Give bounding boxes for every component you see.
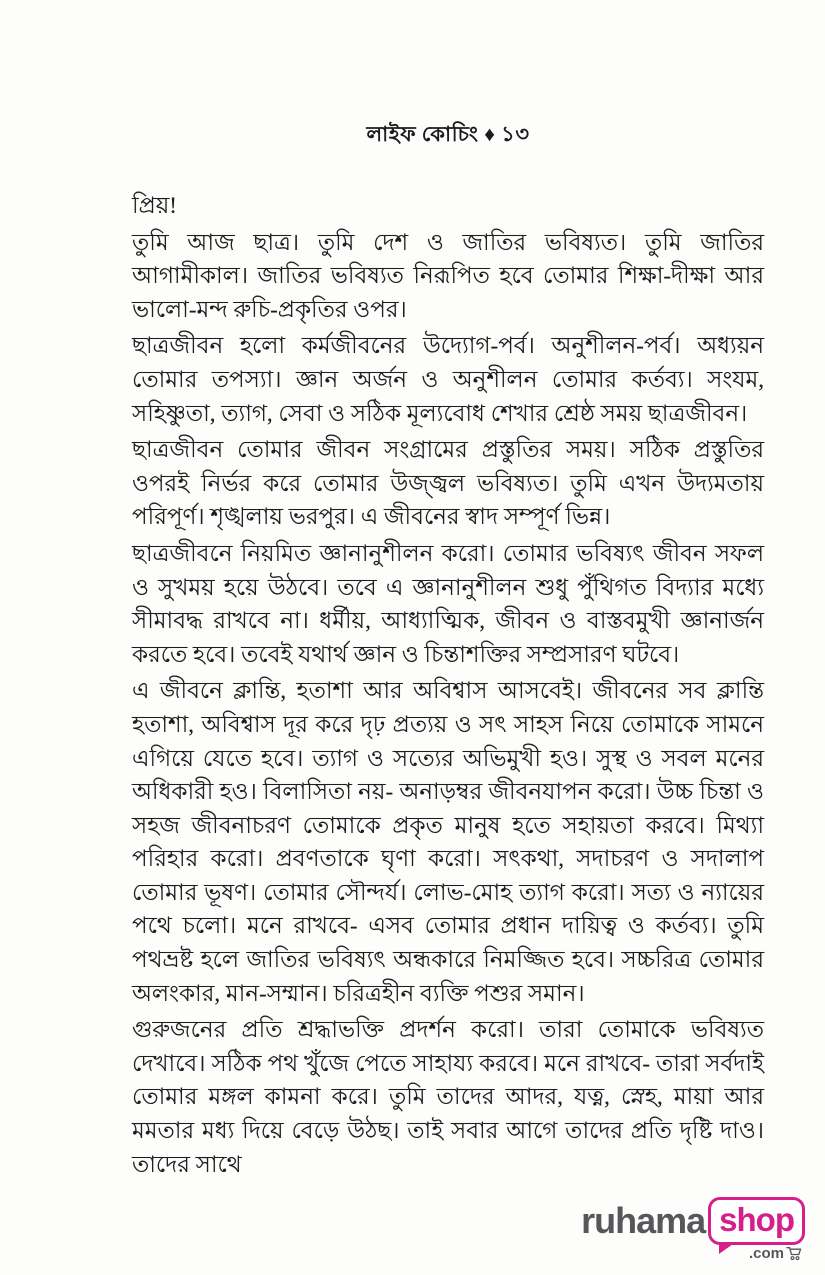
watermark-domain: .com — [748, 1245, 784, 1262]
speech-bubble-tail — [719, 1244, 733, 1254]
watermark-domain-row — [749, 1246, 803, 1261]
running-header: লাইফ কোচিং ♦ ১৩ — [366, 122, 530, 146]
paragraph-2: ছাত্রজীবন হলো কর্মজীবনের উদ্যোগ-পর্ব। অনুশীলন-পর্ব। অধ্যয়ন তোমার তপস্যা। জ্ঞান অর্জন ও অনুশীলন তোমার কর্তব্য। সংযম, সহিষ্ণুতা, ত্যাগ, সেবা ও সঠিক মূল্যবোধ শেখার শ্রেষ্ঠ সময় ছাত্রজীবন। — [132, 333, 764, 426]
page-content — [132, 118, 764, 1184]
shopping-cart-icon — [786, 1246, 803, 1261]
paragraph-1: তুমি আজ ছাত্র। তুমি দেশ ও জাতির ভবিষ্যত। তুমি জাতির আগামীকাল। জাতির ভবিষ্যত নিরূপিত হবে তোমার শিক্ষা-দীক্ষা আর ভালো-মন্দ রুচি-প্রকৃতির ওপর। — [132, 229, 764, 322]
paragraph-6: গুরুজনের প্রতি শ্রদ্ধাভক্তি প্রদর্শন করো। তারা তোমাকে ভবিষ্যত দেখাবে। সঠিক পথ খুঁজে পেতে সাহায্য করবে। মনে রাখবে- তারা সর্বদাই তোমার মঙ্গল কামনা করে। তুমি তাদের আদর, যত্ন, স্নেহ, মায়া আর মমতার মধ্য দিয়ে বেড়ে উঠছ। তাই সবার আগে তাদের প্রতি দৃষ্টি দাও। তাদের সাথে — [132, 1017, 764, 1177]
watermark-speech-bubble — [708, 1197, 805, 1262]
paragraph-3: ছাত্রজীবন তোমার জীবন সংগ্রামের প্রস্তুতির সময়। সঠিক প্রস্তুতির ওপরই নির্ভর করে তোমার উজ্জ্বল ভবিষ্যত। তুমি এখন উদ্যমতায় পরিপূর্ণ। শৃঙ্খলায় ভরপুর। এ জীবনের স্বাদ সম্পূর্ণ ভিন্ন। — [132, 437, 764, 530]
watermark-brand-prefix: ruhama — [581, 1200, 706, 1241]
paragraph-4: ছাত্রজীবনে নিয়মিত জ্ঞানানুশীলন করো। তোমার ভবিষ্যৎ জীবন সফল ও সুখময় হয়ে উঠবে। তবে এ জ্ঞানানুশীলন শুধু পুঁথিগত বিদ্যার মধ্যে সীমাবদ্ধ রাখবে না। ধর্মীয়, আধ্যাত্মিক, জীবন ও বাস্তবমুখী জ্ঞানার্জন করতে হবে। তবেই যথার্থ জ্ঞান ও চিন্তাশক্তির সম্প্রসারণ ঘটবে। — [132, 540, 764, 667]
salutation: প্রিয়! — [132, 193, 177, 218]
paragraph-5: এ জীবনে ক্লান্তি, হতাশা আর অবিশ্বাস আসবেই। জীবনের সব ক্লান্তি হতাশা, অবিশ্বাস দূর করে দৃঢ় প্রত্যয় ও সৎ সাহস নিয়ে তোমাকে সামনে এগিয়ে যেতে হবে। ত্যাগ ও সত্যের অভিমুখী হও। সুস্থ ও সবল মনের অধিকারী হও। বিলাসিতা নয়- অনাড়ম্বর জীবনযাপন করো। উচ্চ চিন্তা ও সহজ জীবনাচরণ তোমাকে প্রকৃত মানুষ হতে সহায়তা করবে। মিথ্যা পরিহার করো। প্রবণতাকে ঘৃণা করো। সৎকথা, সদাচরণ ও সদালাপ তোমার ভূষণ। তোমার সৌন্দর্য। লোভ-মোহ ত্যাগ করো। সত্য ও ন্যায়ের পথে চলো। মনে রাখবে- এসব তোমার প্রধান দায়িত্ব ও কর্তব্য। তুমি পথভ্রষ্ট হলে জাতির ভবিষ্যৎ অন্ধকারে নিমজ্জিত হবে। সচ্চরিত্র তোমার অলংকার, মান-সম্মান। চরিত্রহীন ব্যক্তি পশুর সমান। — [132, 678, 764, 1006]
ruhamashop-watermark — [581, 1197, 805, 1262]
page-body — [132, 189, 764, 1181]
watermark-brand-suffix: shop — [708, 1197, 805, 1245]
